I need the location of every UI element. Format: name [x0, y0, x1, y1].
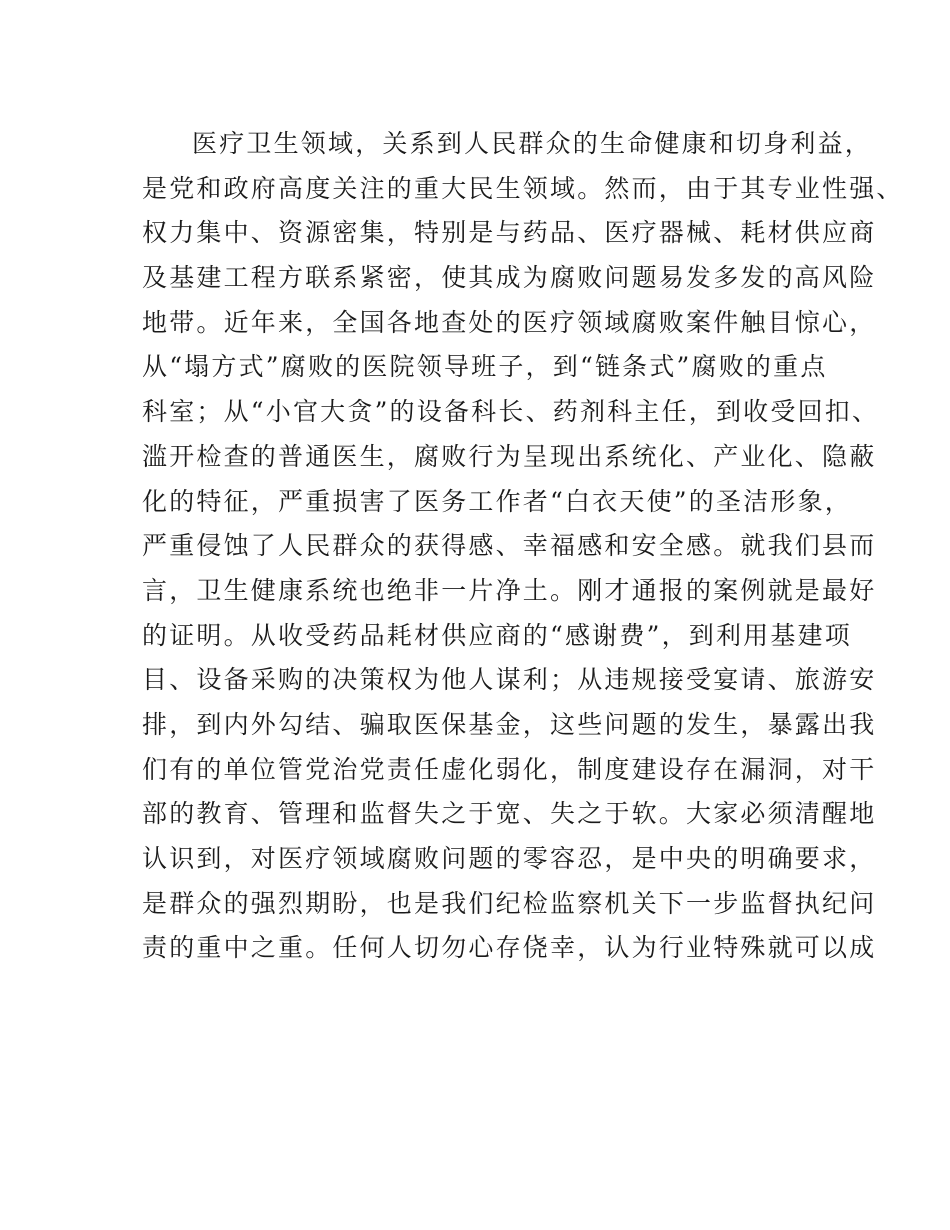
text-line: 排，到内外勾结、骗取医保基金，这些问题的发生，暴露出我: [142, 709, 877, 739]
text-line: 地带。近年来，全国各地查处的医疗领域腐败案件触目惊心，: [142, 307, 877, 337]
text-line: 医疗卫生领域，关系到人民群众的生命健康和切身利益，: [192, 129, 873, 158]
text-line: 们有的单位管党治党责任虚化弱化，制度建设存在漏洞，对干: [142, 754, 877, 784]
text-line: 严重侵蚀了人民群众的获得感、幸福感和安全感。就我们县而: [142, 531, 877, 561]
text-line: 部的教育、管理和监督失之于宽、失之于软。大家必须清醒地: [142, 799, 877, 829]
text-line: 及基建工程方联系紧密，使其成为腐败问题易发多发的高风险: [142, 263, 877, 293]
text-line: 言，卫生健康系统也绝非一片净土。刚才通报的案例就是最好: [142, 575, 877, 605]
text-line: 权力集中、资源密集，特别是与药品、医疗器械、耗材供应商: [142, 218, 877, 248]
text-line: 科室；从“小官大贪”的设备科长、药剂科主任，到收受回扣、: [142, 397, 880, 427]
text-line: 责的重中之重。任何人切勿心存侥幸，认为行业特殊就可以成: [142, 933, 877, 963]
text-line: 化的特征，严重损害了医务工作者“白衣天使”的圣洁形象，: [142, 486, 852, 516]
text-line: 认识到，对医疗领域腐败问题的零容忍，是中央的明确要求，: [142, 844, 877, 873]
text-line: 的证明。从收受药品耗材供应商的“感谢费”，到利用基建项: [142, 620, 852, 650]
text-line: 滥开检查的普通医生，腐败行为呈现出系统化、产业化、隐蔽: [142, 441, 877, 471]
text-line: 是党和政府高度关注的重大民生领域。然而，由于其专业性强、: [142, 173, 904, 203]
body-paragraph: [142, 122, 904, 971]
text-line: 目、设备采购的决策权为他人谋利；从违规接受宴请、旅游安: [142, 665, 877, 695]
text-line: 从“塌方式”腐败的医院领导班子，到“链条式”腐败的重点: [142, 352, 828, 382]
text-line: 是群众的强烈期盼，也是我们纪检监察机关下一步监督执纪问: [142, 888, 877, 918]
